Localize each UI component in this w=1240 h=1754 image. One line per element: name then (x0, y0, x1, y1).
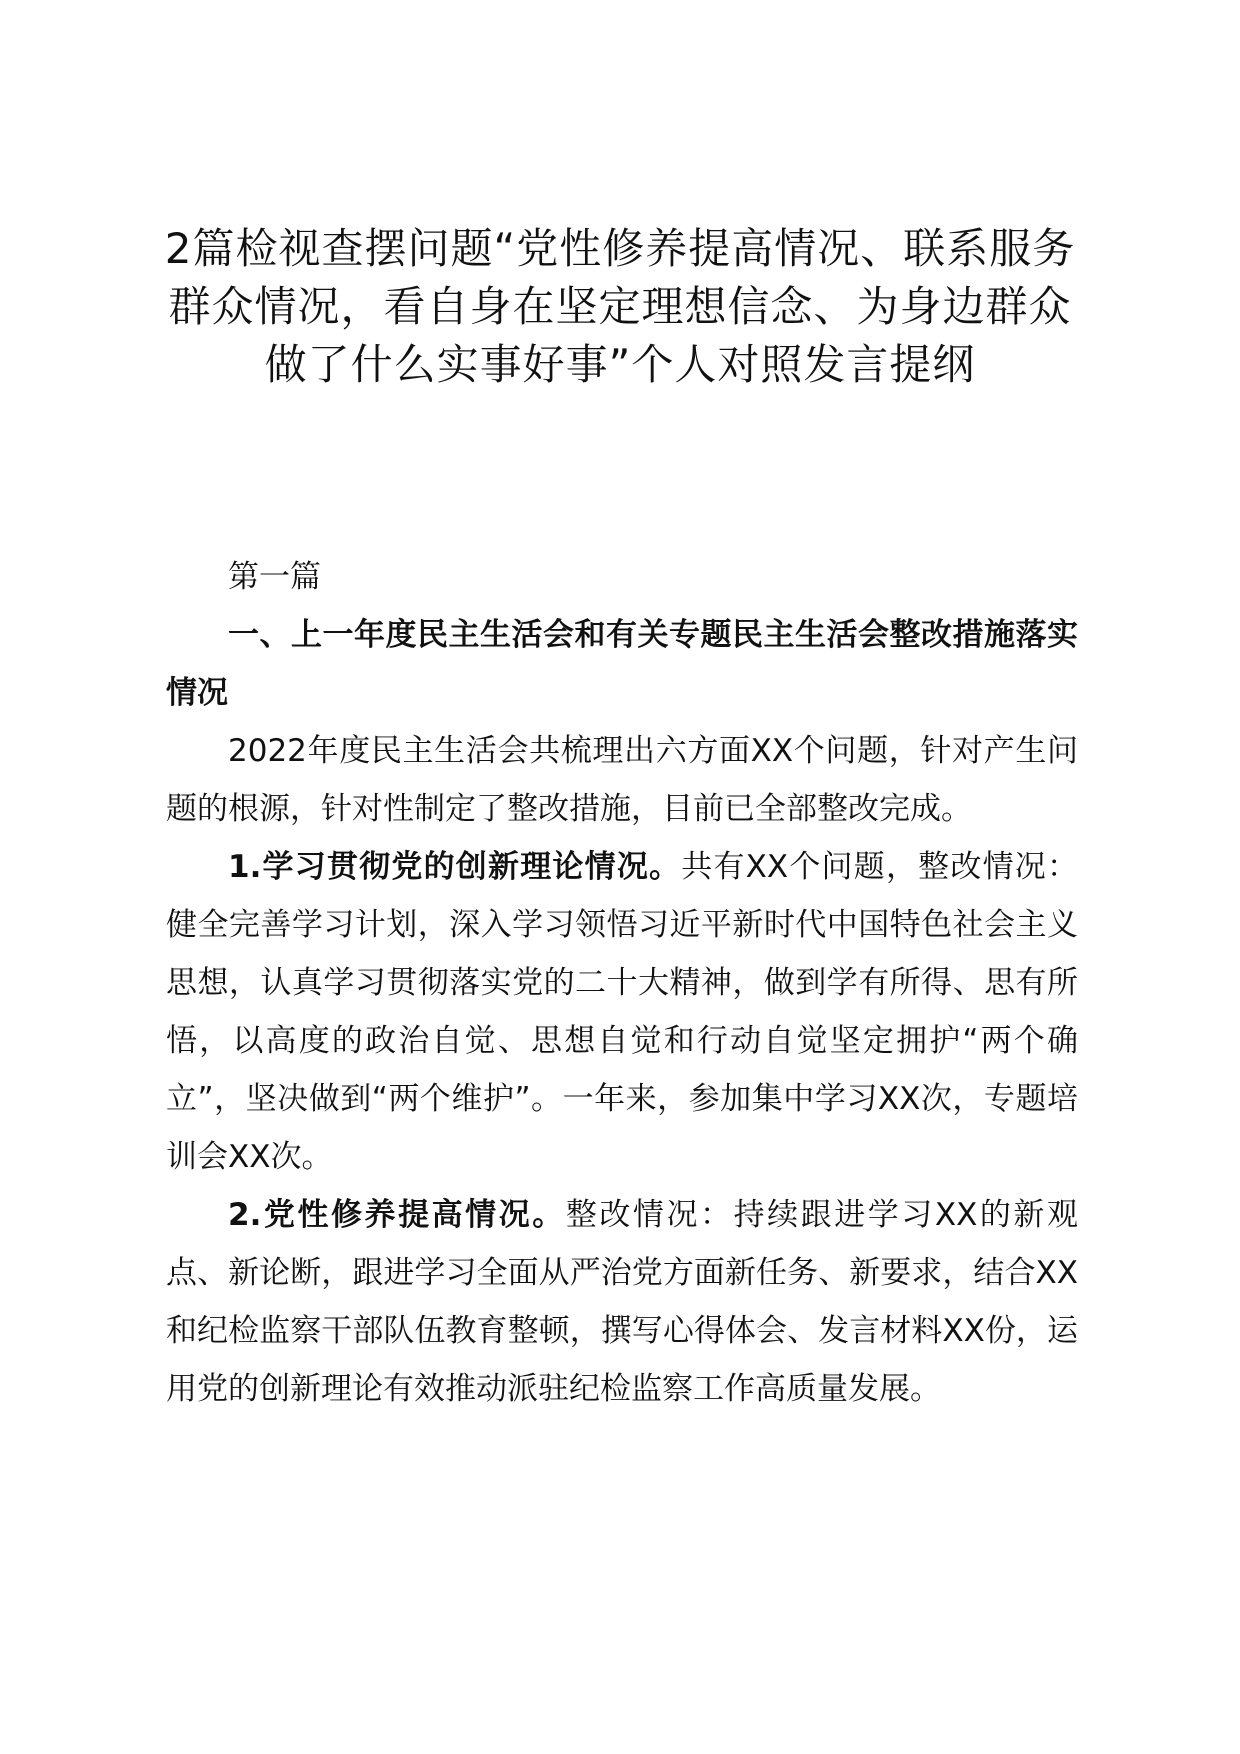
item-lead: 1.学习贯彻党的创新理论情况。 (228, 849, 682, 885)
item-text: 共有XX个问题，整改情况：健全完善学习计划，深入学习领悟习近平新时代中国特色社会主义思想，认真学习贯彻落实党的二十大精神，做到学有所得、思有所悟，以高度的政治自觉、思想自觉和行动自觉坚定拥护“两个确立”，坚决做到“两个维护”。一年来，参加集中学习XX次，专题培训会XX次。 (166, 849, 1078, 1175)
document-title: 2篇检视查摆问题“党性修养提高情况、联系服务群众情况，看自身在坚定理想信念、为身边群众做了什么实事好事”个人对照发言提纲 (164, 224, 1076, 389)
section-heading: 一、上一年度民主生活会和有关专题民主生活会整改措施落实情况 (166, 617, 1078, 711)
item-paragraph-2 (166, 1186, 1078, 1418)
intro-paragraph: 2022年度民主生活会共梳理出六方面XX个问题，针对产生问题的根源，针对性制定了整改措施，目前已全部整改完成。 (166, 733, 1078, 827)
item-lead: 2.党性修养提高情况。 (228, 1197, 566, 1233)
item-paragraph-1 (166, 838, 1078, 1186)
item-text: 整改情况：持续跟进学习XX的新观点、新论断，跟进学习全面从严治党方面新任务、新要求，结合XX和纪检监察干部队伍教育整顿，撰写心得体会、发言材料XX份，运用党的创新理论有效推动派驻纪检监察工作高质量发展。 (166, 1197, 1078, 1407)
chapter-label: 第一篇 (228, 559, 321, 595)
document-body (166, 548, 1078, 1418)
